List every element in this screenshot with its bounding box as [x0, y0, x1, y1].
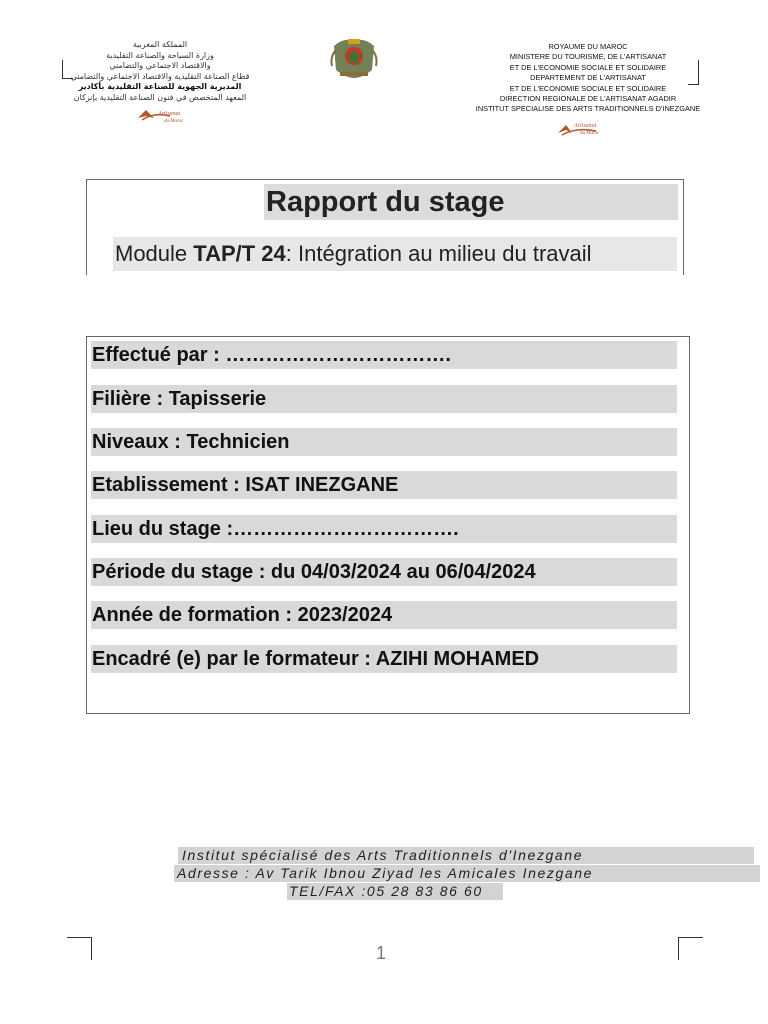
french-header-line: ET DE L'ECONOMIE SOCIALE ET SOLIDAIRE: [509, 83, 667, 93]
page-number: 1: [376, 943, 387, 963]
module-suffix: : Intégration au milieu du travail: [285, 241, 592, 266]
french-header-line: INSTITUT SPECIALISE DES ARTS TRADITIONNELS D'INEZGANE: [475, 104, 701, 114]
artisanat-logo-right: [556, 117, 616, 139]
french-header: [455, 42, 721, 115]
arabic-header-line: المعهد المتخصص في فنون الصناعة التقليدية بإنزكان: [73, 92, 247, 102]
french-header-line: DIRECTION REGIONALE DE L'ARTISANAT AGADIR: [499, 94, 677, 104]
footer-address: Adresse : Av Tarik Ibnou Ziyad les Amicales Inezgane: [177, 865, 594, 881]
arabic-header-line: المملكة المغربية: [132, 40, 188, 49]
french-header-line: ROYAUME DU MAROC: [548, 42, 628, 51]
etablissement: Etablissement : ISAT INEZGANE: [92, 474, 399, 496]
crop-mark-right: [678, 937, 703, 960]
module-subtitle: [115, 237, 679, 271]
lieu-du-stage: Lieu du stage :…………………………….: [92, 518, 459, 540]
annee-de-formation: Année de formation : 2023/2024: [92, 604, 393, 626]
module-prefix: Module: [115, 241, 194, 266]
header-bracket-right: [688, 60, 699, 85]
crop-mark-left: [67, 937, 92, 960]
svg-text:du Maroc: du Maroc: [164, 119, 184, 124]
artisanat-logo-left: [134, 104, 194, 126]
arabic-header-line: وزارة السياحة والصناعة التقليدية: [106, 50, 214, 60]
arabic-header-line: المديرية الجهوية للصناعة التقليدية بأكادير: [78, 82, 242, 91]
arabic-header-line: قطاع الصناعة التقليدية والاقتصاد الاجتماعي والتضامني: [70, 71, 250, 81]
svg-text:du Maroc: du Maroc: [580, 131, 600, 136]
footer-telfax: TEL/FAX :05 28 83 86 60: [289, 883, 483, 899]
effectue-par: Effectué par : …………………………….: [92, 344, 451, 366]
module-code: TAP/T 24: [193, 241, 286, 266]
french-header-line: ET DE L'ECONOMIE SOCIALE ET SOLIDAIRE: [509, 62, 667, 72]
arabic-header: [60, 40, 260, 103]
arabic-header-line: والاقتصاد الاجتماعي والتضامني: [109, 61, 211, 70]
report-title: Rapport du stage: [266, 186, 505, 218]
header-bracket-left: [62, 60, 73, 79]
french-header-line: DEPARTEMENT DE L'ARTISANAT: [530, 73, 646, 83]
periode-du-stage: Période du stage : du 04/03/2024 au 06/04/2024: [92, 561, 536, 583]
footer-institute: Institut spécialisé des Arts Traditionnels d'Inezgane: [182, 847, 584, 863]
encadre-par: Encadré (e) par le formateur : AZIHI MOHAMED: [92, 648, 540, 670]
french-header-line: MINISTERE DU TOURISME, DE L'ARTISANAT: [509, 52, 667, 62]
niveaux: Niveaux : Technicien: [92, 431, 290, 453]
logo-left-text: Artisanat: [158, 111, 181, 117]
svg-text:Artisanat: Artisanat: [574, 123, 597, 129]
royal-emblem-icon: [328, 36, 380, 80]
filiere: Filière : Tapisserie: [92, 388, 267, 410]
